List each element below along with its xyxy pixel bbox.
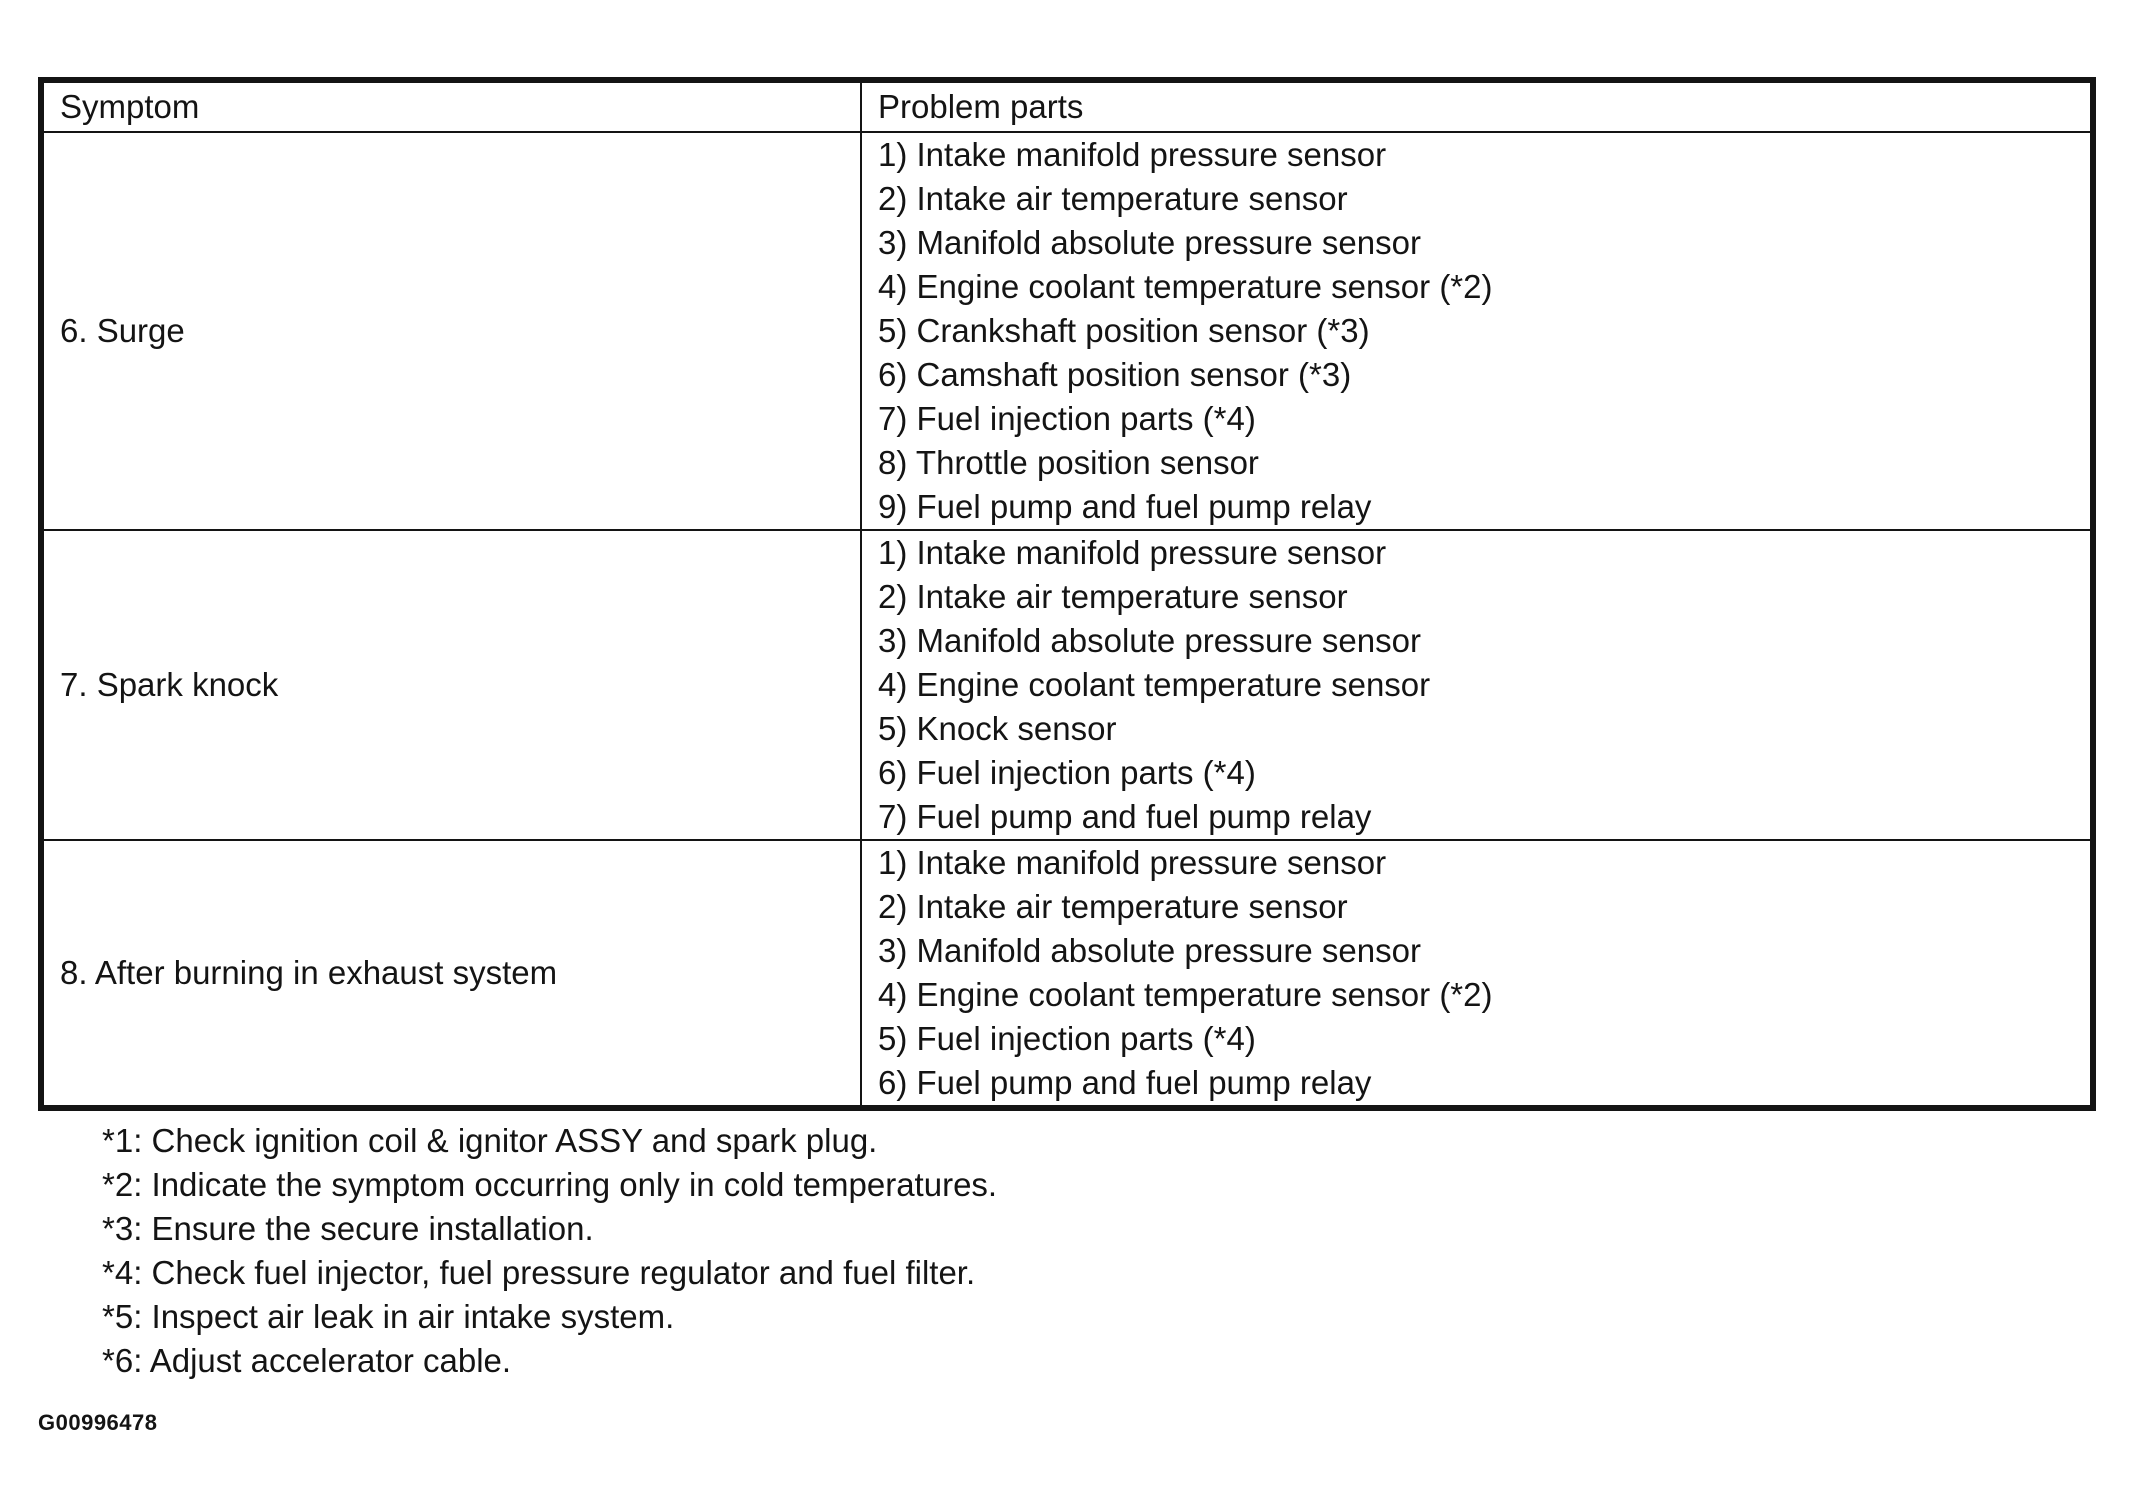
problem-part-item: 3) Manifold absolute pressure sensor: [878, 622, 1421, 659]
table-row: [41, 840, 2093, 1108]
document-sheet: [38, 77, 2096, 1437]
problem-part-item: 5) Knock sensor: [878, 710, 1117, 747]
problem-part-item: 7) Fuel pump and fuel pump relay: [878, 798, 1372, 835]
figure-id: G00996478: [38, 1410, 158, 1435]
problem-part-item: 6) Fuel injection parts (*4): [878, 754, 1256, 791]
problem-part-item: 5) Crankshaft position sensor (*3): [878, 312, 1370, 349]
problem-part-item: 4) Engine coolant temperature sensor (*2): [878, 268, 1493, 305]
footnote: *5: Inspect air leak in air intake system.: [102, 1298, 675, 1335]
footnote: *3: Ensure the secure installation.: [102, 1210, 594, 1247]
symptom-cell: 7. Spark knock: [41, 530, 861, 840]
problem-part-item: 9) Fuel pump and fuel pump relay: [878, 488, 1372, 525]
problem-part-item: 6) Camshaft position sensor (*3): [878, 356, 1352, 393]
symptom-table: [38, 77, 2096, 1111]
problem-part-item: 4) Engine coolant temperature sensor (*2): [878, 976, 1493, 1013]
problem-part-item: 7) Fuel injection parts (*4): [878, 400, 1256, 437]
table-row: [41, 530, 2093, 840]
footnotes: [102, 1119, 2096, 1383]
symptom-cell: 6. Surge: [41, 132, 861, 530]
table-header-row: [41, 80, 2093, 132]
problem-parts-cell: [861, 530, 2093, 840]
problem-parts-cell: [861, 840, 2093, 1108]
problem-part-item: 1) Intake manifold pressure sensor: [878, 136, 1387, 173]
table-row: [41, 132, 2093, 530]
footnote: *2: Indicate the symptom occurring only in cold temperatures.: [102, 1166, 998, 1203]
footnote: *4: Check fuel injector, fuel pressure regulator and fuel filter.: [102, 1254, 976, 1291]
problem-part-item: 2) Intake air temperature sensor: [878, 578, 1348, 615]
problem-part-item: 2) Intake air temperature sensor: [878, 180, 1348, 217]
problem-part-item: 8) Throttle position sensor: [878, 444, 1259, 481]
problem-part-item: 1) Intake manifold pressure sensor: [878, 844, 1387, 881]
problem-parts-cell: [861, 132, 2093, 530]
problem-part-item: 5) Fuel injection parts (*4): [878, 1020, 1256, 1057]
symptom-cell: 8. After burning in exhaust system: [41, 840, 861, 1108]
footnote: *1: Check ignition coil & ignitor ASSY and spark plug.: [102, 1122, 878, 1159]
symptom-column-header: Symptom: [41, 80, 861, 132]
problem-part-item: 2) Intake air temperature sensor: [878, 888, 1348, 925]
problem-part-item: 3) Manifold absolute pressure sensor: [878, 224, 1421, 261]
footnote: *6: Adjust accelerator cable.: [102, 1342, 512, 1379]
problem-part-item: 3) Manifold absolute pressure sensor: [878, 932, 1421, 969]
problem-part-item: 6) Fuel pump and fuel pump relay: [878, 1064, 1372, 1101]
problem-parts-column-header: Problem parts: [861, 80, 2093, 132]
problem-part-item: 4) Engine coolant temperature sensor: [878, 666, 1431, 703]
problem-part-item: 1) Intake manifold pressure sensor: [878, 534, 1387, 571]
